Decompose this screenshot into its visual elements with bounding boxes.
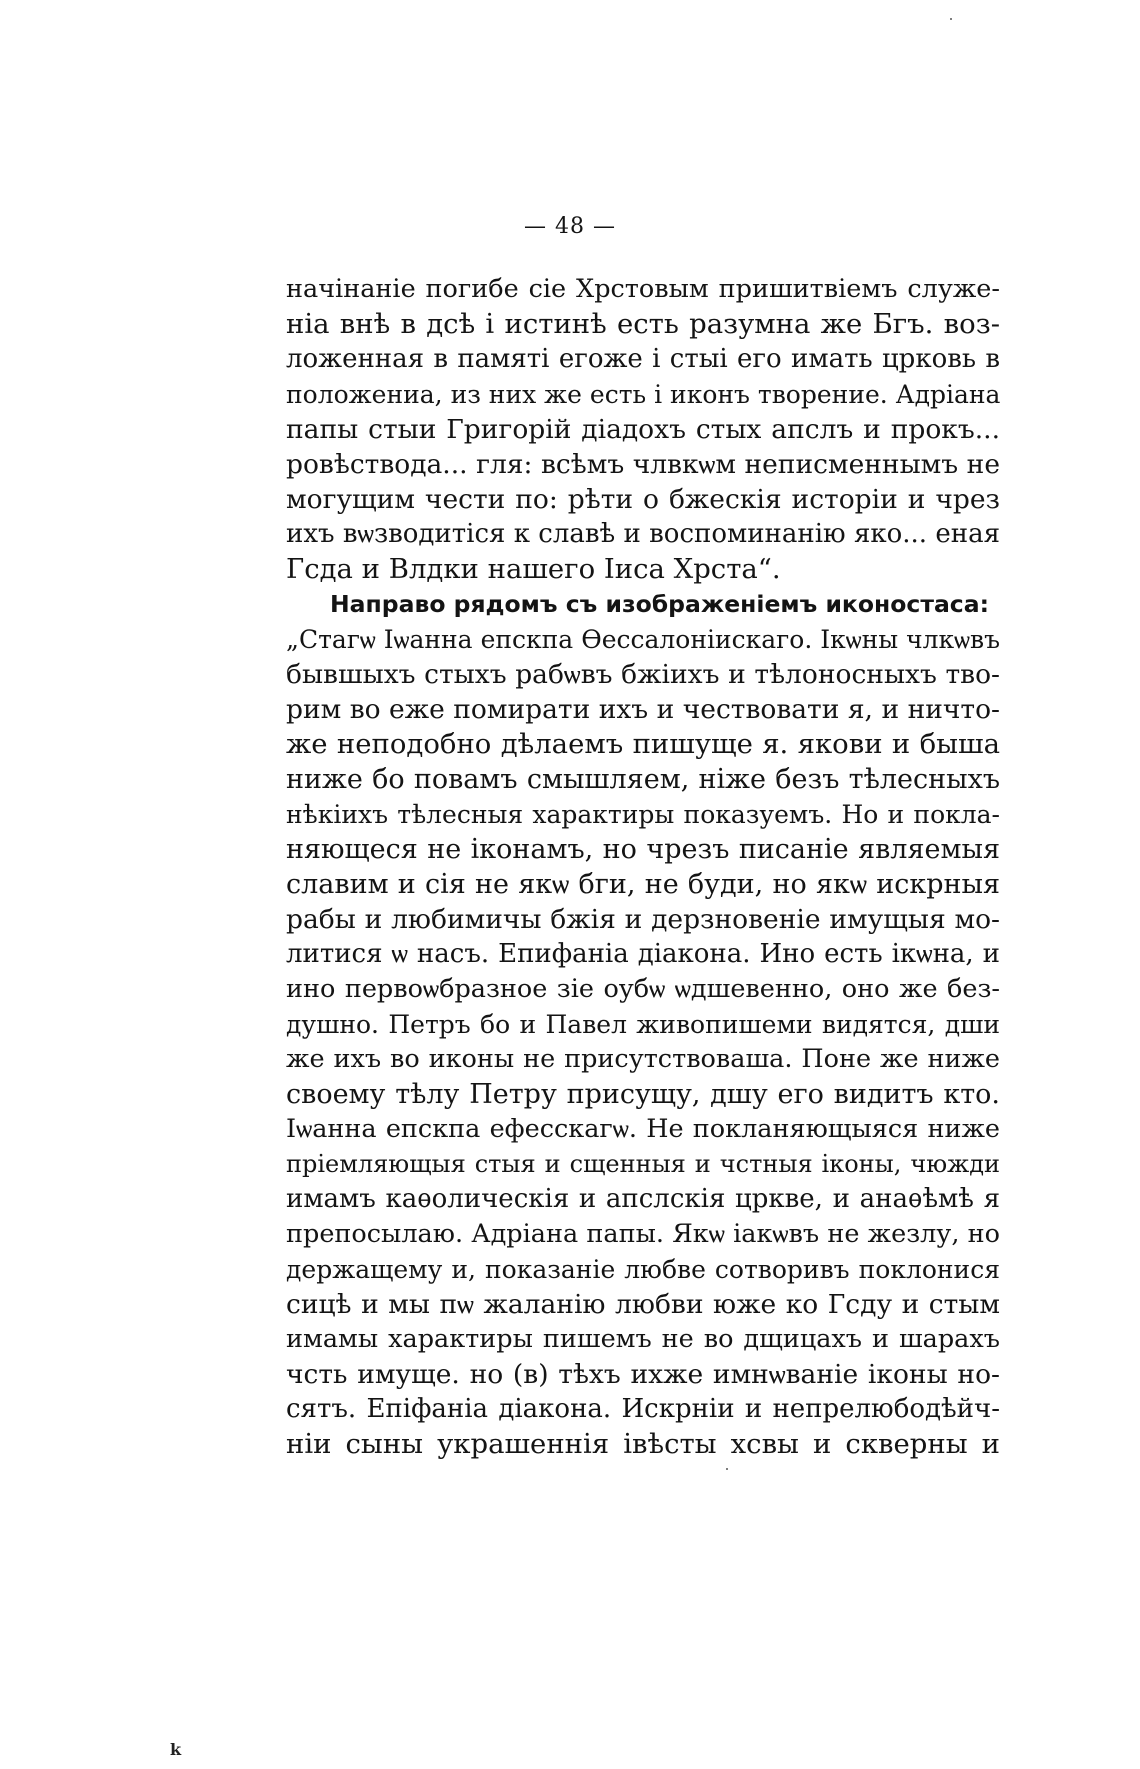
text-line: ниже бо повамъ смышляем, ніже безъ тѣлесныхъ	[286, 764, 1000, 795]
text-line: же неподобно дѣлаемъ пишуще я. якови и быша	[286, 728, 1000, 760]
text-line: ложенная в памяті егоже і стыі его имать црковь в	[286, 344, 1000, 374]
text-line: литися ѡ насъ. Епифаніа діакона. Ино есть ікѡна, и	[286, 939, 1000, 969]
text-line: ніа внѣ в дсѣ і истинѣ есть разумна же Бгъ. воз-	[286, 308, 1000, 340]
scan-speck	[950, 18, 952, 20]
corner-mark: k	[170, 1740, 182, 1759]
text-line: бывшыхъ стыхъ рабѡвъ бжіихъ и тѣлоносныхъ тво-	[286, 659, 1000, 690]
text-line: Гсда и Влдки нашего Іиса Хрста“.	[286, 553, 781, 585]
text-line: имамъ каѳолическія и апслскія црквe, и анаѳѣмѣ я	[286, 1184, 1000, 1214]
text-line: папы стыи Григорій діадохъ стых апслъ и прокъ...	[286, 414, 1000, 445]
text-line: „Стагѡ Іѡанна епскпа Ѳессалоніискаго. Ікѡны члкѡвъ	[286, 625, 1000, 654]
text-line: ровѣствода... гля: всѣмъ члвкѡм неписменнымъ не	[286, 449, 1000, 480]
section-heading: Направо рядомъ съ изображеніемъ иконостаса:	[330, 590, 989, 618]
text-line: же ихъ во иконы не присутствоваша. Поне же ниже	[286, 1044, 1000, 1074]
text-line: ихъ вѡзводитіся к славѣ и воспоминанію яко... еная	[286, 519, 1000, 549]
text-line: имамы характиры пишемъ не во дщицахъ и шарахъ	[286, 1324, 1000, 1354]
text-line: Іѡанна епскпа ефесскагѡ. Не покланяющыяся ниже	[286, 1114, 1000, 1144]
text-line: своему тѣлу Петру присущу, дшу его видитъ кто.	[286, 1079, 1000, 1110]
text-line: душно. Петръ бо и Павел живопишеми видятся, дши	[286, 1010, 1000, 1039]
text-line: могущим чести по: рѣти о бжескія исторіи и чрез	[286, 484, 1000, 515]
page-number: — 48 —	[524, 214, 616, 239]
text-line: няющеся не іконамъ, но чрезъ писаніе являемыя	[286, 834, 1000, 865]
text-line: препосылаю. Адріана папы. Якѡ іакѡвъ не жезлу, но	[286, 1219, 1000, 1249]
text-line: ино первоѡбразное зіе оубѡ ѡдшевенно, оно же без-	[286, 974, 1000, 1004]
text-line: держащему и, показаніе любве сотворивъ поклонися	[286, 1255, 1000, 1284]
text-line: начінаніе погибе сіе Хрстовым пришитвіемъ служе-	[286, 274, 1000, 304]
text-line: нѣкіихъ тѣлесныя характиры показуемъ. Но и покла-	[286, 800, 1000, 829]
text-line: ніи сыны украшеннія івѣсты хсвы и скверны и	[286, 1428, 1000, 1460]
text-line: чсть имуще. но (в) тѣхъ ихже имнѡваніе іконы но-	[286, 1359, 1000, 1390]
body-text	[286, 272, 1000, 1462]
text-line: пріемляющыя стыя и сщенныя и чстныя іконы, чюжди	[286, 1150, 1000, 1178]
text-line: славим и сія не якѡ бги, не буди, но якѡ искрныя	[286, 869, 1000, 900]
text-line: сицѣ и мы пѡ жаланію любви юже ко Гсду и стым	[286, 1289, 1000, 1320]
text-line: положениа, из них же есть і иконъ творение. Адріана	[286, 380, 1000, 409]
text-line: сятъ. Епіфаніа діакона. Искрніи и непрелюбодѣйч-	[286, 1394, 1000, 1424]
text-line: рим во еже помирати ихъ и чествовати я, и ничто-	[286, 694, 1000, 725]
text-line: рабы и любимичы бжія и дерзновеніе имущыя мо-	[286, 904, 1000, 935]
scan-speck	[726, 1468, 728, 1470]
